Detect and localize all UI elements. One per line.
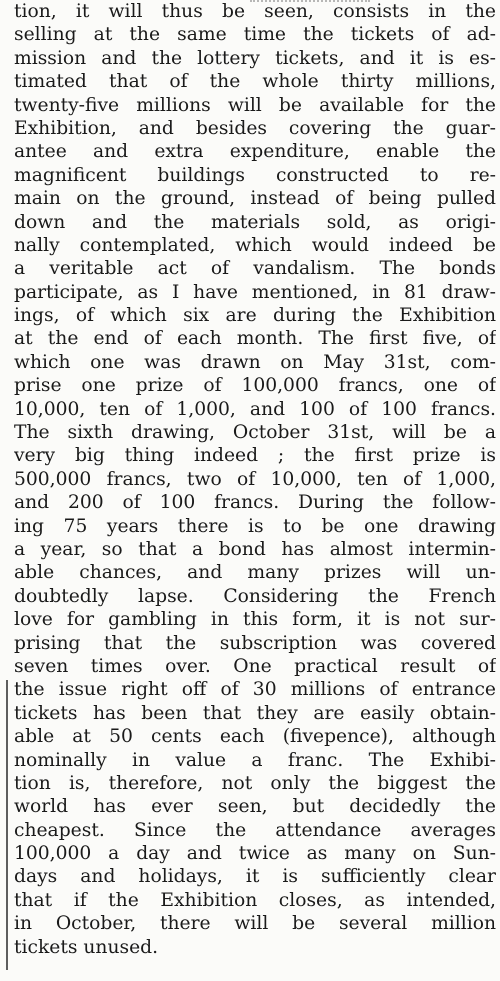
text-line: twenty-five millions will be available for the [14,94,496,116]
text-line: which one was drawn on May 31st, com- [14,351,496,373]
text-line: ing 75 years there is to be one drawing [14,515,496,537]
text-line: mission and the lottery tickets, and it is es- [14,47,496,69]
text-line: that if the Exhibition closes, as intended, [14,889,496,911]
text-line: nally contemplated, which would indeed be [14,234,496,256]
text-line: days and holidays, it is sufficiently clear [14,866,496,888]
text-line: Exhibition, and besides covering the guar- [14,117,496,139]
text-line: tion is, therefore, not only the biggest the [14,772,496,794]
text-line: timated that of the whole thirty millions, [14,71,496,93]
text-line: 10,000, ten of 1,000, and 100 of 100 francs. [14,398,496,420]
text-line: a year, so that a bond has almost intermin- [14,538,496,560]
text-line: seven times over. One practical result of [14,655,496,677]
text-line: cheapest. Since the attendance averages [14,819,496,841]
text-line: The sixth drawing, October 31st, will be a [14,422,496,444]
text-line: a veritable act of vandalism. The bonds [14,258,496,280]
text-line: able at 50 cents each (fivepence), although [14,726,496,748]
text-line: nominally in value a franc. The Exhibi- [14,749,496,771]
text-line-last: tickets unused. [14,936,159,958]
text-line: ings, of which six are during the Exhibition [14,305,496,327]
text-line: selling at the same time the tickets of ad- [14,24,496,46]
text-line: participate, as I have mentioned, in 81 draw- [14,281,496,303]
text-line: 100,000 a day and twice as many on Sun- [14,843,496,865]
article-body [14,0,496,959]
text-line: love for gambling in this form, it is not sur- [14,609,496,631]
text-line: magnificent buildings constructed to re- [14,164,496,186]
text-line: tickets has been that they are easily obtain- [14,702,496,724]
text-line: main on the ground, instead of being pulled [14,188,496,210]
text-line: 500,000 francs, two of 10,000, ten of 1,000, [14,468,496,490]
text-line: very big thing indeed ; the first prize is [14,445,496,467]
text-line: able chances, and many prizes will un- [14,562,496,584]
text-line: tion, it will thus be seen, consists in the [14,1,496,22]
text-line: in October, there will be several million [14,913,496,935]
text-line: prise one prize of 100,000 francs, one of [14,375,496,397]
text-line: the issue right off of 30 millions of entrance [14,679,496,701]
text-line: at the end of each month. The first five, of [14,328,496,350]
text-line: antee and extra expenditure, enable the [14,141,496,163]
text-line: and 200 of 100 francs. During the follow- [14,492,496,514]
text-line: down and the materials sold, as origi- [14,211,496,233]
text-line: prising that the subscription was covered [14,632,496,654]
text-line: doubtedly lapse. Considering the French [14,585,496,607]
text-line: world has ever seen, but decidedly the [14,796,496,818]
column-rule [6,680,8,970]
